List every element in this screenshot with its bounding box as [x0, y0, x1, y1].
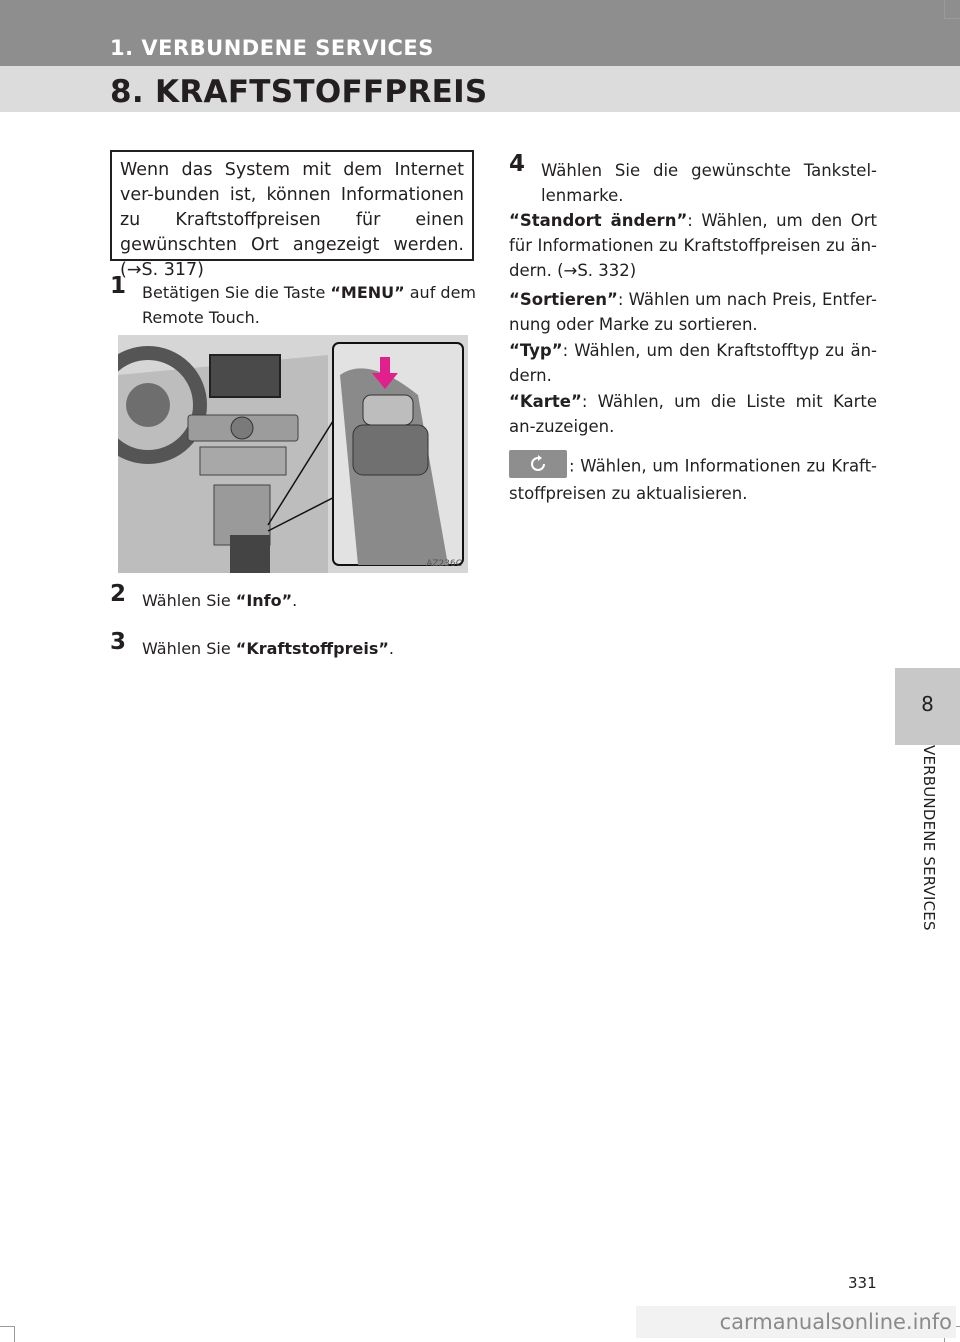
- option-standort: [509, 208, 877, 283]
- step-text: .: [388, 639, 394, 658]
- option-label: “Standort ändern”: [509, 211, 688, 230]
- step-keyword: “Kraftstoffpreis”: [235, 639, 389, 658]
- step-text: .: [292, 591, 298, 610]
- page-number: 331: [848, 1274, 877, 1292]
- chapter-side-label: [918, 745, 938, 965]
- step-text: Betätigen Sie die Taste: [142, 283, 331, 302]
- step-1: [110, 273, 476, 330]
- page-header: [0, 0, 960, 112]
- intro-box: [110, 150, 474, 280]
- dashboard-figure: [118, 335, 468, 573]
- intro-text: Wenn das System mit dem Internet ver-bunden ist, können Informationen zu Kraftstoffpreisen für einen gewünschten Ort angezeigt werden. (→S. 317): [120, 160, 464, 280]
- option-karte: [509, 389, 877, 439]
- refresh-desc: : Wählen, um Informationen zu Kraft-stoffpreisen zu aktualisieren.: [509, 456, 877, 503]
- watermark: carmanualsonline.info: [636, 1306, 956, 1338]
- chapter-tab: [895, 668, 960, 745]
- option-desc: : Wählen, um die Liste mit Karte an-zuzeigen.: [509, 392, 877, 436]
- chapter-number: 8: [921, 692, 934, 716]
- step-4: [509, 151, 877, 208]
- section-label: 1. VERBUNDENE SERVICES: [110, 36, 434, 60]
- dashboard-illustration: [118, 335, 468, 573]
- refresh-button: [509, 450, 567, 478]
- step-keyword: “MENU”: [330, 283, 405, 302]
- option-label: “Typ”: [509, 341, 563, 360]
- step-number: 3: [110, 629, 127, 655]
- crop-mark: [944, 18, 960, 19]
- step-number: 2: [110, 581, 127, 607]
- step-number: 1: [110, 273, 127, 299]
- step-text: Wählen Sie: [142, 591, 236, 610]
- step-2: [110, 581, 476, 613]
- option-desc: : Wählen, um den Ort für Informationen zu Kraftstoffpreisen zu än-dern. (→S. 332): [509, 211, 877, 280]
- page-title: 8. KRAFTSTOFFPREIS: [110, 74, 488, 110]
- crop-mark: [14, 1326, 15, 1342]
- option-desc: : Wählen um nach Preis, Entfer-nung oder Marke zu sortieren.: [509, 290, 877, 334]
- step-keyword: “Info”: [235, 591, 293, 610]
- figure-code: AZ236C: [426, 559, 462, 569]
- option-typ: [509, 338, 877, 388]
- step-text: Wählen Sie: [142, 639, 236, 658]
- option-label: “Sortieren”: [509, 290, 618, 309]
- crop-mark: [0, 1326, 14, 1327]
- option-sortieren: [509, 287, 877, 337]
- crop-mark: [944, 0, 945, 18]
- refresh-icon: [529, 455, 547, 473]
- step-text: auf dem Remote Touch.: [142, 283, 476, 327]
- chapter-label-text: VERBUNDENE SERVICES: [920, 745, 938, 931]
- step-3: [110, 629, 476, 661]
- option-refresh: [509, 453, 877, 506]
- step-number: 4: [509, 151, 526, 177]
- option-desc: : Wählen, um den Kraftstofftyp zu än-dern.: [509, 341, 877, 385]
- option-label: “Karte”: [509, 392, 582, 411]
- step-text: Wählen Sie die gewünschte Tankstel-lenmarke.: [541, 161, 877, 205]
